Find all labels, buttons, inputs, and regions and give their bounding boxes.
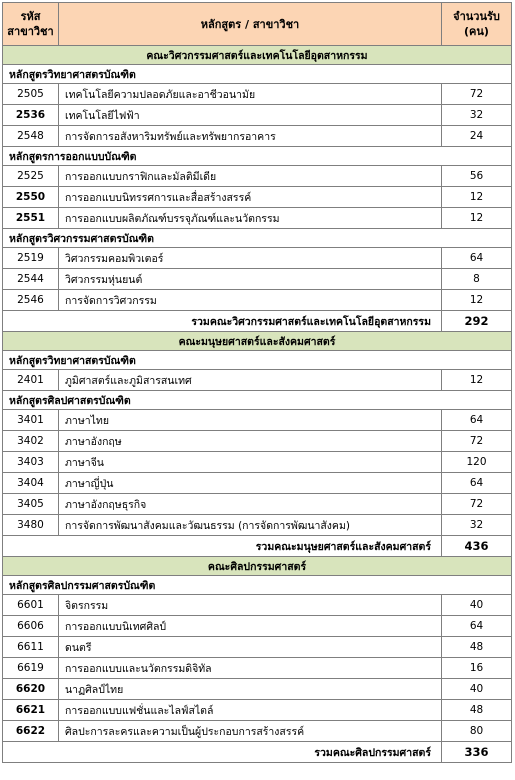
major-name: การออกแบบผลิตภัณฑ์บรรจุภัณฑ์และนวัตกรรม bbox=[59, 208, 442, 229]
faculty-total-label: รวมคณะมนุษยศาสตร์และสังคมศาสตร์ bbox=[3, 536, 442, 557]
table-row bbox=[3, 269, 512, 290]
table-row bbox=[3, 473, 512, 494]
header-row bbox=[3, 3, 512, 46]
major-quota: 8 bbox=[442, 269, 512, 290]
major-code: 2519 bbox=[3, 248, 59, 269]
major-code: 3402 bbox=[3, 431, 59, 452]
major-quota: 80 bbox=[442, 721, 512, 742]
major-quota: 48 bbox=[442, 700, 512, 721]
table-row bbox=[3, 208, 512, 229]
major-code: 6606 bbox=[3, 616, 59, 637]
major-name: ภาษาญี่ปุ่น bbox=[59, 473, 442, 494]
major-code: 6621 bbox=[3, 700, 59, 721]
major-name: การออกแบบกราฟิกและมัลติมีเดีย bbox=[59, 166, 442, 187]
faculty-total-label: รวมคณะศิลปกรรมศาสตร์ bbox=[3, 742, 442, 763]
program-header-row bbox=[3, 351, 512, 370]
faculty-total-label: รวมคณะวิศวกรรมศาสตร์และเทคโนโลยีอุตสาหกรรม bbox=[3, 311, 442, 332]
major-code: 2536 bbox=[3, 105, 59, 126]
program-header-row bbox=[3, 391, 512, 410]
major-name: การออกแบบนิทรรศการและสื่อสร้างสรรค์ bbox=[59, 187, 442, 208]
faculty-name: คณะมนุษยศาสตร์และสังคมศาสตร์ bbox=[3, 332, 512, 351]
major-name: ศิลปะการละครและความเป็นผู้ประกอบการสร้างสรรค์ bbox=[59, 721, 442, 742]
major-name: วิศวกรรมหุ่นยนต์ bbox=[59, 269, 442, 290]
major-quota: 72 bbox=[442, 84, 512, 105]
faculty-total-value: 292 bbox=[442, 311, 512, 332]
major-quota: 120 bbox=[442, 452, 512, 473]
faculty-total-row bbox=[3, 742, 512, 763]
major-name: ภาษาจีน bbox=[59, 452, 442, 473]
faculty-header-row bbox=[3, 332, 512, 351]
faculty-header-row bbox=[3, 46, 512, 65]
major-name: จิตรกรรม bbox=[59, 595, 442, 616]
major-name: วิศวกรรมคอมพิวเตอร์ bbox=[59, 248, 442, 269]
table-row bbox=[3, 105, 512, 126]
faculty-header-row bbox=[3, 557, 512, 576]
major-code: 3403 bbox=[3, 452, 59, 473]
major-code: 6620 bbox=[3, 679, 59, 700]
faculty-total-row bbox=[3, 536, 512, 557]
major-quota: 40 bbox=[442, 679, 512, 700]
major-code: 3404 bbox=[3, 473, 59, 494]
major-code: 2544 bbox=[3, 269, 59, 290]
major-name: การจัดการวิศวกรรม bbox=[59, 290, 442, 311]
table-row bbox=[3, 166, 512, 187]
major-quota: 64 bbox=[442, 473, 512, 494]
table-row bbox=[3, 84, 512, 105]
major-name: การจัดการพัฒนาสังคมและวัฒนธรรม (การจัดการพัฒนาสังคม) bbox=[59, 515, 442, 536]
major-name: การออกแบบและนวัตกรรมดิจิทัล bbox=[59, 658, 442, 679]
program-name: หลักสูตรวิศวกรรมศาสตรบัณฑิต bbox=[3, 229, 512, 248]
major-code: 2546 bbox=[3, 290, 59, 311]
table-row bbox=[3, 431, 512, 452]
header-quota: จำนวนรับ (คน) bbox=[442, 3, 512, 46]
major-quota: 24 bbox=[442, 126, 512, 147]
major-quota: 64 bbox=[442, 410, 512, 431]
table-row bbox=[3, 700, 512, 721]
table-row bbox=[3, 658, 512, 679]
major-code: 3480 bbox=[3, 515, 59, 536]
major-quota: 12 bbox=[442, 187, 512, 208]
major-quota: 72 bbox=[442, 494, 512, 515]
program-name: หลักสูตรวิทยาศาสตรบัณฑิต bbox=[3, 65, 512, 84]
table-row bbox=[3, 494, 512, 515]
major-code: 6601 bbox=[3, 595, 59, 616]
table-row bbox=[3, 515, 512, 536]
program-header-row bbox=[3, 147, 512, 166]
major-name: เทคโนโลยีความปลอดภัยและอาชีวอนามัย bbox=[59, 84, 442, 105]
major-code: 6622 bbox=[3, 721, 59, 742]
major-name: ภูมิศาสตร์และภูมิสารสนเทศ bbox=[59, 370, 442, 391]
table-row bbox=[3, 637, 512, 658]
major-code: 2551 bbox=[3, 208, 59, 229]
program-name: หลักสูตรการออกแบบบัณฑิต bbox=[3, 147, 512, 166]
major-code: 2548 bbox=[3, 126, 59, 147]
quota-table-body bbox=[3, 3, 512, 763]
major-quota: 32 bbox=[442, 105, 512, 126]
table-row bbox=[3, 679, 512, 700]
major-quota: 40 bbox=[442, 595, 512, 616]
major-name: ภาษาอังกฤษ bbox=[59, 431, 442, 452]
table-row bbox=[3, 595, 512, 616]
faculty-total-value: 436 bbox=[442, 536, 512, 557]
table-row bbox=[3, 187, 512, 208]
major-quota: 64 bbox=[442, 248, 512, 269]
major-quota: 48 bbox=[442, 637, 512, 658]
header-name: หลักสูตร / สาขาวิชา bbox=[59, 3, 442, 46]
program-name: หลักสูตรศิลปศาสตรบัณฑิต bbox=[3, 391, 512, 410]
major-name: การออกแบบนิเทศศิลป์ bbox=[59, 616, 442, 637]
major-code: 6611 bbox=[3, 637, 59, 658]
major-name: นาฏศิลป์ไทย bbox=[59, 679, 442, 700]
major-name: การออกแบบแฟชั่นและไลฟ์สไตล์ bbox=[59, 700, 442, 721]
header-code: รหัส สาขาวิชา bbox=[3, 3, 59, 46]
major-quota: 64 bbox=[442, 616, 512, 637]
program-header-row bbox=[3, 576, 512, 595]
major-code: 6619 bbox=[3, 658, 59, 679]
table-row bbox=[3, 370, 512, 391]
major-code: 2505 bbox=[3, 84, 59, 105]
major-quota: 56 bbox=[442, 166, 512, 187]
table-row bbox=[3, 616, 512, 637]
major-name: เทคโนโลยีไฟฟ้า bbox=[59, 105, 442, 126]
major-code: 2401 bbox=[3, 370, 59, 391]
quota-table bbox=[2, 2, 512, 763]
major-code: 3401 bbox=[3, 410, 59, 431]
table-row bbox=[3, 248, 512, 269]
major-quota: 72 bbox=[442, 431, 512, 452]
table-row bbox=[3, 452, 512, 473]
major-quota: 12 bbox=[442, 370, 512, 391]
program-name: หลักสูตรวิทยาศาสตรบัณฑิต bbox=[3, 351, 512, 370]
major-quota: 12 bbox=[442, 208, 512, 229]
program-header-row bbox=[3, 65, 512, 84]
table-row bbox=[3, 410, 512, 431]
major-quota: 16 bbox=[442, 658, 512, 679]
major-code: 3405 bbox=[3, 494, 59, 515]
faculty-name: คณะวิศวกรรมศาสตร์และเทคโนโลยีอุตสาหกรรม bbox=[3, 46, 512, 65]
program-name: หลักสูตรศิลปกรรมศาสตรบัณฑิต bbox=[3, 576, 512, 595]
program-header-row bbox=[3, 229, 512, 248]
major-quota: 32 bbox=[442, 515, 512, 536]
major-quota: 12 bbox=[442, 290, 512, 311]
faculty-name: คณะศิลปกรรมศาสตร์ bbox=[3, 557, 512, 576]
major-name: ภาษาไทย bbox=[59, 410, 442, 431]
major-code: 2550 bbox=[3, 187, 59, 208]
table-row bbox=[3, 126, 512, 147]
table-row bbox=[3, 290, 512, 311]
faculty-total-row bbox=[3, 311, 512, 332]
major-name: ภาษาอังกฤษธุรกิจ bbox=[59, 494, 442, 515]
major-name: ดนตรี bbox=[59, 637, 442, 658]
table-row bbox=[3, 721, 512, 742]
major-name: การจัดการอสังหาริมทรัพย์และทรัพยากรอาคาร bbox=[59, 126, 442, 147]
major-code: 2525 bbox=[3, 166, 59, 187]
faculty-total-value: 336 bbox=[442, 742, 512, 763]
